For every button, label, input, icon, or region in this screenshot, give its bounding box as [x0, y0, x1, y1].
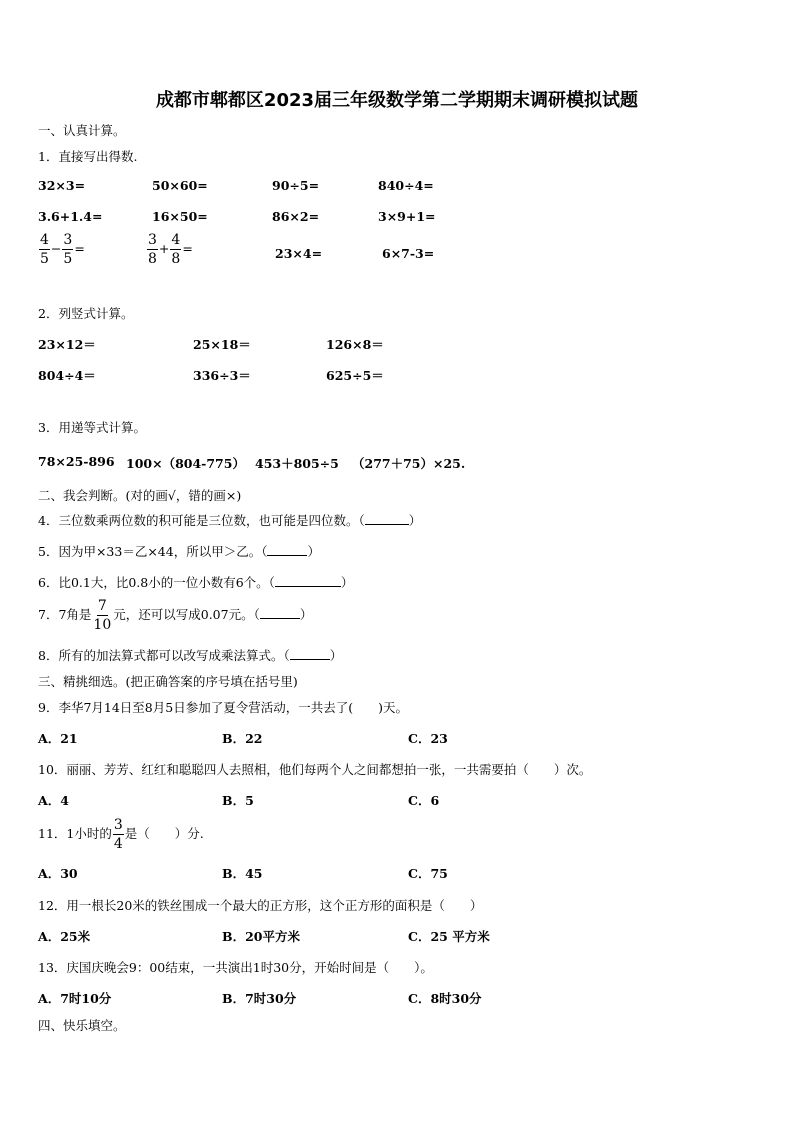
q1-item: 50×60= — [152, 178, 208, 193]
answer-blank[interactable] — [275, 574, 341, 587]
option-c[interactable]: C．75 — [408, 866, 448, 881]
fraction: $\frac{3}{5}$ — [63, 232, 73, 267]
q3-item: 100×（804-775） — [126, 456, 245, 471]
q3-item: 78×25-896 — [38, 454, 115, 469]
q1-item: 3×9+1= — [378, 209, 436, 224]
fraction: $\frac{3}{8}$ — [148, 232, 157, 267]
q1-item: 3.6+1.4= — [38, 209, 103, 224]
q3-label: 3．用递等式计算。 — [38, 420, 146, 435]
q1-item: 23×4= — [275, 246, 323, 261]
q2-item: 25×18＝ — [193, 337, 251, 352]
option-c[interactable]: C．6 — [408, 793, 440, 808]
q6: 6．比0.1大，比0.8小的一位小数有6个。（ ） — [38, 575, 354, 590]
q8: 8．所有的加法算式都可以改写成乘法算式。（ ） — [38, 648, 343, 663]
option-a[interactable]: A．7时10分 — [38, 991, 112, 1006]
q9-text: 9．李华7月14日至8月5日参加了夏令营活动，一共去了( )天。 — [38, 700, 408, 715]
q1-item: 90÷5= — [272, 178, 320, 193]
section-1-heading: 一、认真计算。 — [38, 123, 126, 138]
q1-item: 32×3= — [38, 178, 86, 193]
page-title: 成都市郫都区2023届三年级数学第二学期期末调研模拟试题 — [155, 90, 639, 111]
fraction: $\frac{4}{8}$ — [171, 232, 181, 267]
option-b[interactable]: B．5 — [222, 793, 254, 808]
answer-blank[interactable] — [365, 512, 409, 525]
q2-label: 2．列竖式计算。 — [38, 306, 134, 321]
fraction: $\frac{4}{5}$ — [40, 232, 49, 267]
fraction: $\frac{3}{4}$ — [113, 817, 123, 852]
q3-item: 453＋805÷5 — [255, 456, 339, 471]
option-a[interactable]: A．30 — [38, 866, 78, 881]
answer-blank[interactable] — [260, 606, 300, 619]
q7: 7．7角是 $\frac{7}{10}$ 元，还可以写成0.07元。（ ） — [38, 598, 313, 633]
section-2-heading: 二、我会判断。(对的画√，错的画×) — [38, 488, 242, 503]
option-b[interactable]: B．45 — [222, 866, 263, 881]
option-b[interactable]: B．7时30分 — [222, 991, 297, 1006]
q1-item: 840÷4= — [378, 178, 434, 193]
option-a[interactable]: A．4 — [38, 793, 69, 808]
fraction: $\frac{7}{10}$ — [93, 598, 112, 633]
option-a[interactable]: A．25米 — [38, 929, 91, 944]
q5: 5．因为甲×33＝乙×44，所以甲＞乙。（ ） — [38, 544, 320, 559]
q2-item: 804÷4＝ — [38, 368, 96, 383]
answer-blank[interactable] — [267, 543, 307, 556]
option-c[interactable]: C．8时30分 — [408, 991, 482, 1006]
q1-item: 86×2= — [272, 209, 320, 224]
q1-label: 1．直接写出得数. — [38, 149, 138, 164]
q3-item: （277＋75）×25. — [352, 456, 466, 471]
option-b[interactable]: B．20平方米 — [222, 929, 300, 944]
q1-item: 6×7-3= — [382, 246, 435, 261]
section-4-heading: 四、快乐填空。 — [38, 1018, 126, 1033]
q2-item: 336÷3＝ — [193, 368, 251, 383]
fraction-expression: $\frac{3}{8}$ + $\frac{4}{8}$ = — [148, 232, 193, 267]
q13-text: 13．庆国庆晚会9：00结束，一共演出1时30分，开始时间是（ ）。 — [38, 960, 433, 975]
answer-blank[interactable] — [290, 647, 330, 660]
q2-item: 126×8＝ — [326, 337, 384, 352]
q11: 11．1小时的 $\frac{3}{4}$ 是（ ）分. — [38, 817, 204, 852]
option-c[interactable]: C．23 — [408, 731, 448, 746]
q1-item: 16×50= — [152, 209, 208, 224]
fraction-expression: $\frac{4}{5}$ − $\frac{3}{5}$ = — [40, 232, 85, 267]
q4: 4．三位数乘两位数的积可能是三位数，也可能是四位数。（ ） — [38, 513, 422, 528]
q10-text: 10．丽丽、芳芳、红红和聪聪四人去照相，他们每两个人之间都想拍一张，一共需要拍（ ）次。 — [38, 762, 592, 777]
option-a[interactable]: A．21 — [38, 731, 78, 746]
option-b[interactable]: B．22 — [222, 731, 263, 746]
q2-item: 23×12＝ — [38, 337, 96, 352]
section-3-heading: 三、精挑细选。(把正确答案的序号填在括号里) — [38, 674, 298, 689]
q12-text: 12．用一根长20米的铁丝围成一个最大的正方形，这个正方形的面积是（ ） — [38, 898, 483, 913]
q2-item: 625÷5＝ — [326, 368, 384, 383]
option-c[interactable]: C．25 平方米 — [408, 929, 490, 944]
